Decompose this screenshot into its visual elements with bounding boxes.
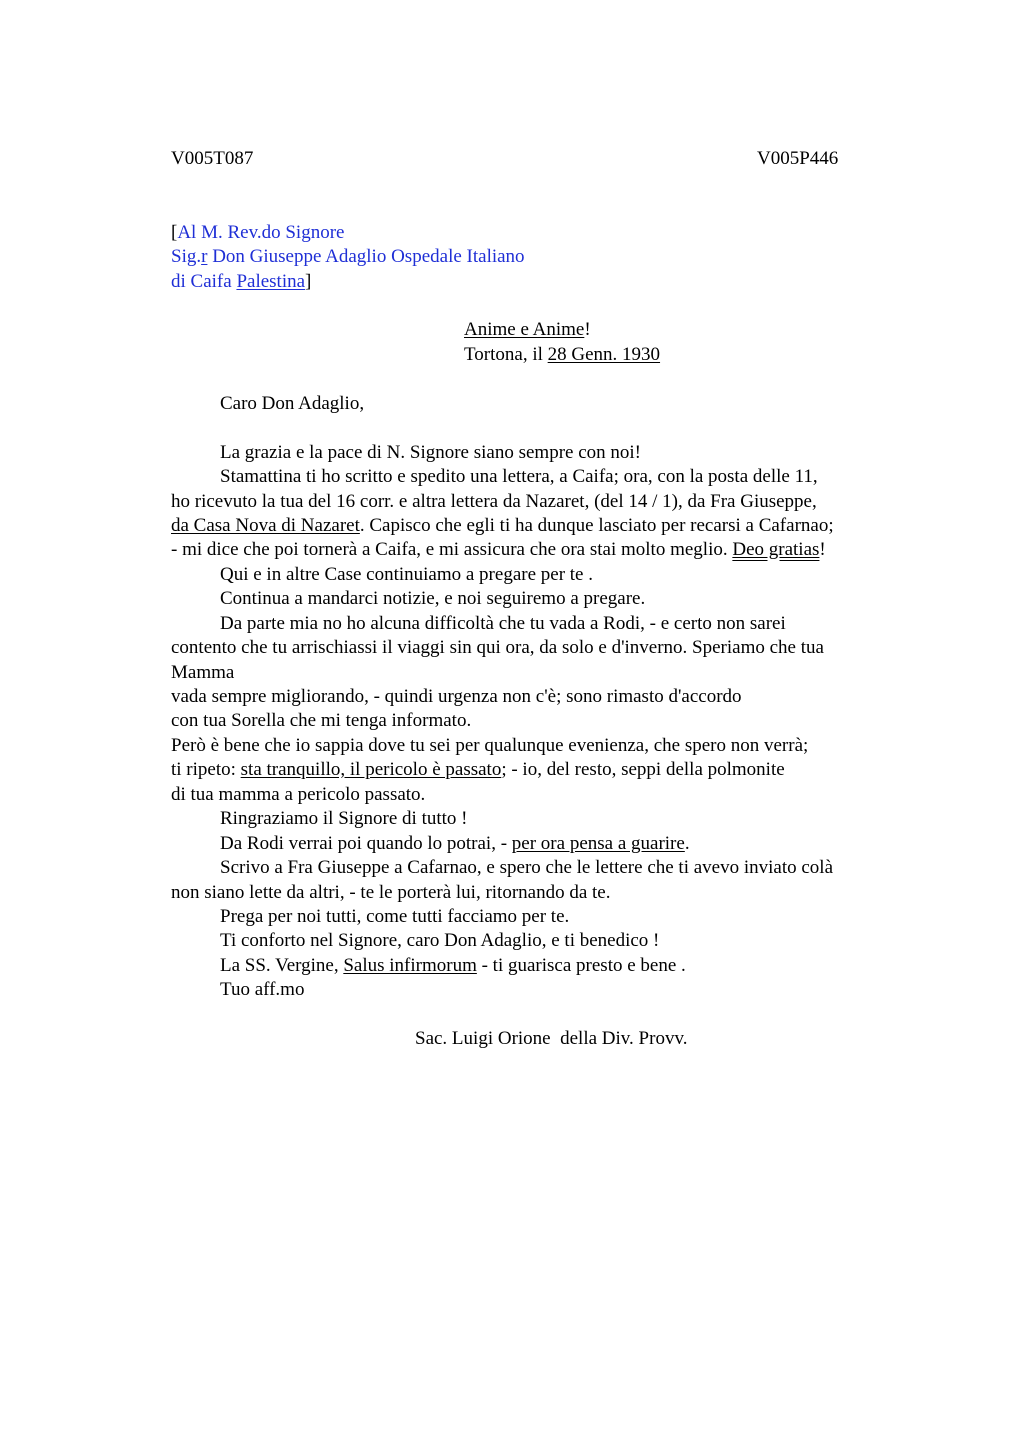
body-line-9: contento che tu arrischiassi il viaggi sin qui ora, da solo e d'inverno. Speriamo che tua bbox=[171, 637, 824, 658]
body-line-17-pre: Da Rodi verrai poi quando lo potrai, - bbox=[220, 833, 512, 854]
body-line-22-underlined: Salus infirmorum bbox=[343, 955, 477, 976]
body-line-11: vada sempre migliorando, - quindi urgenza non c'è; sono rimasto d'accordo bbox=[171, 686, 742, 707]
dateline-date: 28 Genn. 1930 bbox=[547, 344, 661, 365]
address-line-1 bbox=[171, 221, 344, 245]
motto bbox=[464, 318, 591, 342]
body-line-12: con tua Sorella che mi tenga informato. bbox=[171, 710, 472, 731]
body-line-4-underlined: da Casa Nova di Nazaret bbox=[171, 515, 360, 536]
body-line-15: di tua mamma a pericolo passato. bbox=[171, 784, 426, 805]
address-sig-superscript: r bbox=[201, 246, 208, 267]
body-line-17-end: . bbox=[684, 833, 690, 854]
signature: Sac. Luigi Orione della Div. Provv. bbox=[415, 1028, 688, 1049]
body-line-2: Stamattina ti ho scritto e spedito una lettera, a Caifa; ora, con la posta delle 11, bbox=[220, 466, 818, 487]
body-line-18: Scrivo a Fra Giuseppe a Cafarnao, e spero che le lettere che ti avevo inviato colà bbox=[220, 857, 834, 878]
address-line-2 bbox=[171, 245, 525, 269]
motto-bang: ! bbox=[584, 319, 591, 340]
body-line-5 bbox=[171, 538, 826, 562]
document-code-left: V005T087 bbox=[171, 148, 254, 169]
body-line-5-pre: - mi dice che poi tornerà a Caifa, e mi assicura che ora stai molto meglio. bbox=[171, 539, 733, 560]
body-line-3: ho ricevuto la tua del 16 corr. e altra lettera da Nazaret, (del 14 / 1), da Fra Giuseppe, bbox=[171, 491, 817, 512]
salutation: Caro Don Adaglio, bbox=[220, 393, 365, 414]
body-line-8: Da parte mia no ho alcuna difficoltà che tu vada a Rodi, - e certo non sarei bbox=[220, 613, 786, 634]
address-city: di Caifa bbox=[171, 271, 237, 292]
body-line-19: non siano lette da altri, - te le porterà lui, ritornando da te. bbox=[171, 882, 611, 903]
dateline-place: Tortona, il bbox=[464, 344, 548, 365]
body-line-13: Però è bene che io sappia dove tu sei per qualunque evenienza, che spero non verrà; bbox=[171, 735, 809, 756]
address-open-bracket: [ bbox=[171, 222, 178, 243]
body-line-14 bbox=[171, 758, 785, 782]
address-recipient-name: Don Giuseppe Adaglio Ospedale Italiano bbox=[207, 246, 525, 267]
body-line-23: Tuo aff.mo bbox=[220, 979, 305, 1000]
body-line-16: Ringraziamo il Signore di tutto ! bbox=[220, 808, 468, 829]
body-line-6: Qui e in altre Case continuiamo a pregare per te . bbox=[220, 564, 593, 585]
body-line-10: Mamma bbox=[171, 662, 235, 683]
body-line-22-pre: La SS. Vergine, bbox=[220, 955, 344, 976]
body-line-14-underlined: sta tranquillo, il pericolo è passato bbox=[240, 759, 502, 780]
address-sig: Sig. bbox=[171, 246, 202, 267]
address-recipient-title: Al M. Rev.do Signore bbox=[177, 222, 345, 243]
body-line-7: Continua a mandarci notizie, e noi seguiremo a pregare. bbox=[220, 588, 646, 609]
body-line-22-rest: - ti guarisca presto e bene . bbox=[476, 955, 686, 976]
body-line-21: Ti conforto nel Signore, caro Don Adaglio, e ti benedico ! bbox=[220, 930, 660, 951]
body-line-17-underlined: per ora pensa a guarire bbox=[511, 833, 685, 854]
body-line-5-end: ! bbox=[819, 539, 826, 560]
body-line-14-pre: ti ripeto: bbox=[171, 759, 241, 780]
body-line-20: Prega per noi tutti, come tutti facciamo per te. bbox=[220, 906, 570, 927]
body-line-4 bbox=[171, 514, 834, 538]
address-line-3 bbox=[171, 270, 311, 294]
dateline bbox=[464, 343, 660, 367]
motto-text: Anime e Anime bbox=[464, 319, 585, 340]
body-line-4-rest: . Capisco che egli ti ha dunque lasciato per recarsi a Cafarnao; bbox=[359, 515, 834, 536]
body-line-14-rest: ; - io, del resto, seppi della polmonite bbox=[501, 759, 785, 780]
address-close-bracket: ] bbox=[305, 271, 312, 292]
address-country-link[interactable]: Palestina bbox=[236, 271, 306, 292]
document-code-right: V005P446 bbox=[757, 148, 839, 169]
body-line-22 bbox=[220, 954, 686, 978]
body-line-1: La grazia e la pace di N. Signore siano sempre con noi! bbox=[220, 442, 642, 463]
body-line-17 bbox=[220, 832, 690, 856]
body-line-5-deo-gratias: Deo gratias bbox=[732, 539, 820, 560]
